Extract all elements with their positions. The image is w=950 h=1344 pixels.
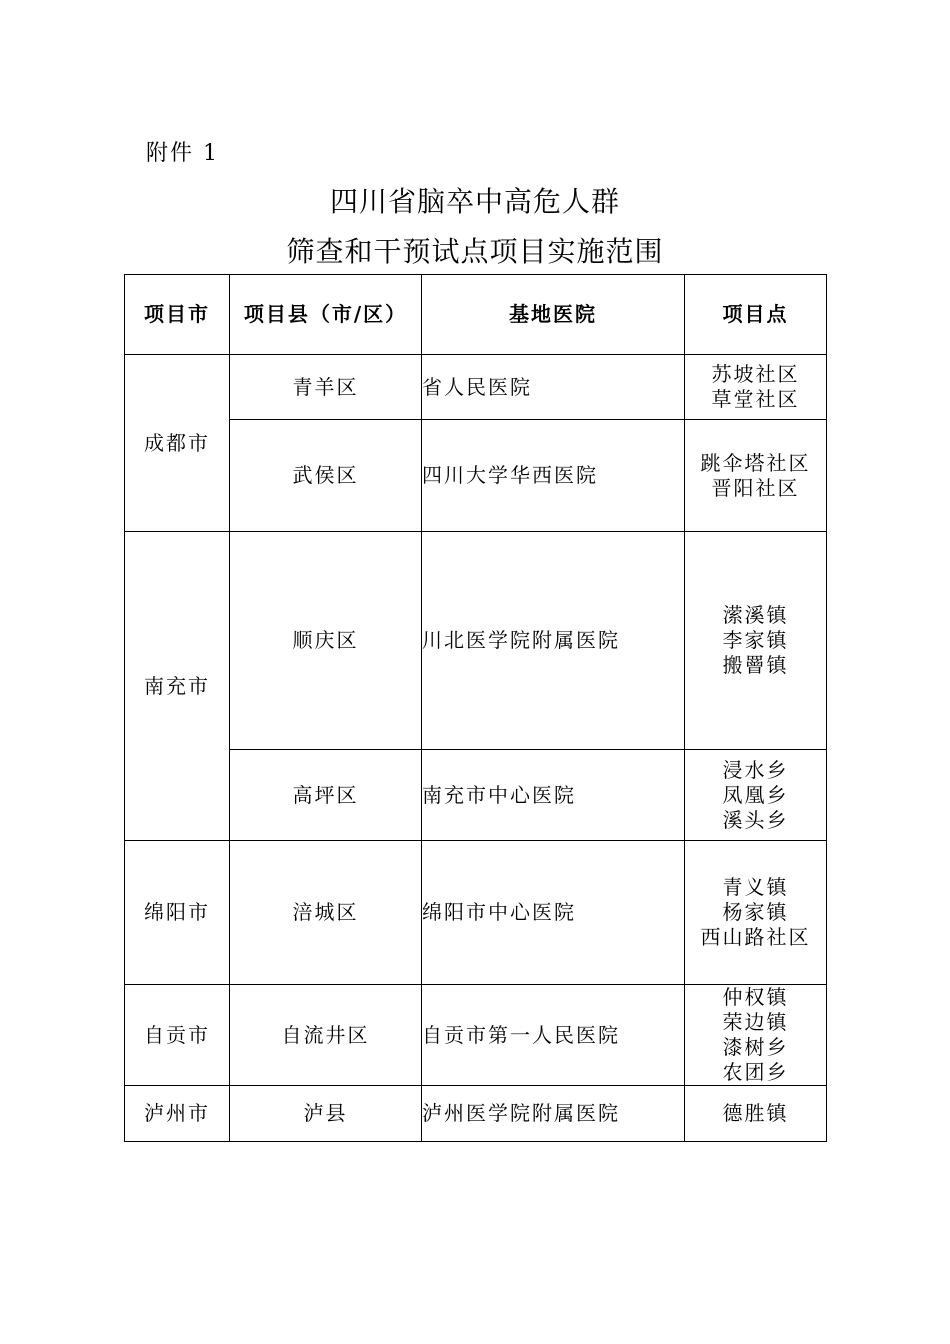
header-points: 项目点: [685, 275, 827, 355]
county-cell: 高坪区: [230, 750, 422, 841]
scope-table: [124, 274, 827, 1142]
points-cell: [685, 750, 827, 841]
point-item: 搬罾镇: [722, 653, 789, 677]
header-city: 项目市: [125, 275, 230, 355]
point-item: 潆溪镇: [722, 603, 789, 627]
table-header-row: [125, 275, 827, 355]
point-item: 溪头乡: [722, 807, 789, 832]
hospital-cell: 川北医学院附属医院: [422, 532, 685, 750]
city-cell: 南充市: [125, 532, 230, 841]
hospital-cell: 南充市中心医院: [422, 750, 685, 841]
point-item: 荣边镇: [722, 1010, 789, 1034]
points-cell: [685, 532, 827, 750]
points-cell: [685, 985, 827, 1086]
document-title-line1: 四川省脑卒中高危人群: [329, 185, 620, 218]
point-item: 浸水乡: [722, 757, 789, 782]
points-cell: [685, 420, 827, 532]
document-title-line2: 筛查和干预试点项目实施范围: [286, 235, 664, 268]
city-cell: 自贡市: [125, 985, 230, 1086]
point-item: 西山路社区: [700, 925, 811, 949]
table-row: [125, 1086, 827, 1142]
hospital-cell: 泸州医学院附属医院: [422, 1086, 685, 1142]
hospital-cell: 自贡市第一人民医院: [422, 985, 685, 1086]
city-cell: 绵阳市: [125, 841, 230, 985]
header-county: 项目县（市/区）: [230, 275, 422, 355]
county-cell: 青羊区: [230, 355, 422, 420]
point-item: 青义镇: [722, 875, 789, 899]
point-item: 德胜镇: [722, 1101, 789, 1125]
header-hospital: 基地医院: [422, 275, 685, 355]
points-cell: [685, 355, 827, 420]
points-cell: [685, 841, 827, 985]
table-row: [125, 532, 827, 750]
point-item: 晋阳社区: [711, 475, 800, 500]
point-item: 苏坡社区: [711, 362, 800, 386]
point-item: 农团乡: [722, 1060, 789, 1084]
hospital-cell: 四川大学华西医院: [422, 420, 685, 532]
point-item: 漆树乡: [722, 1035, 789, 1059]
county-cell: 武侯区: [230, 420, 422, 532]
table-row: [125, 841, 827, 985]
point-item: 杨家镇: [722, 900, 789, 924]
point-item: 仲权镇: [722, 985, 789, 1009]
hospital-cell: 绵阳市中心医院: [422, 841, 685, 985]
county-cell: 泸县: [230, 1086, 422, 1142]
point-item: 凤凰乡: [722, 782, 789, 807]
points-cell: [685, 1086, 827, 1142]
point-item: 草堂社区: [711, 387, 800, 411]
hospital-cell: 省人民医院: [422, 355, 685, 420]
table-row: [125, 420, 827, 532]
table-row: [125, 750, 827, 841]
attachment-label: 附件 1: [146, 141, 219, 166]
county-cell: 涪城区: [230, 841, 422, 985]
county-cell: 顺庆区: [230, 532, 422, 750]
table-row: [125, 355, 827, 420]
county-cell: 自流井区: [230, 985, 422, 1086]
city-cell: 成都市: [125, 355, 230, 532]
table-row: [125, 985, 827, 1086]
point-item: 跳伞塔社区: [700, 450, 811, 475]
point-item: 李家镇: [722, 628, 789, 652]
city-cell: 泸州市: [125, 1086, 230, 1142]
